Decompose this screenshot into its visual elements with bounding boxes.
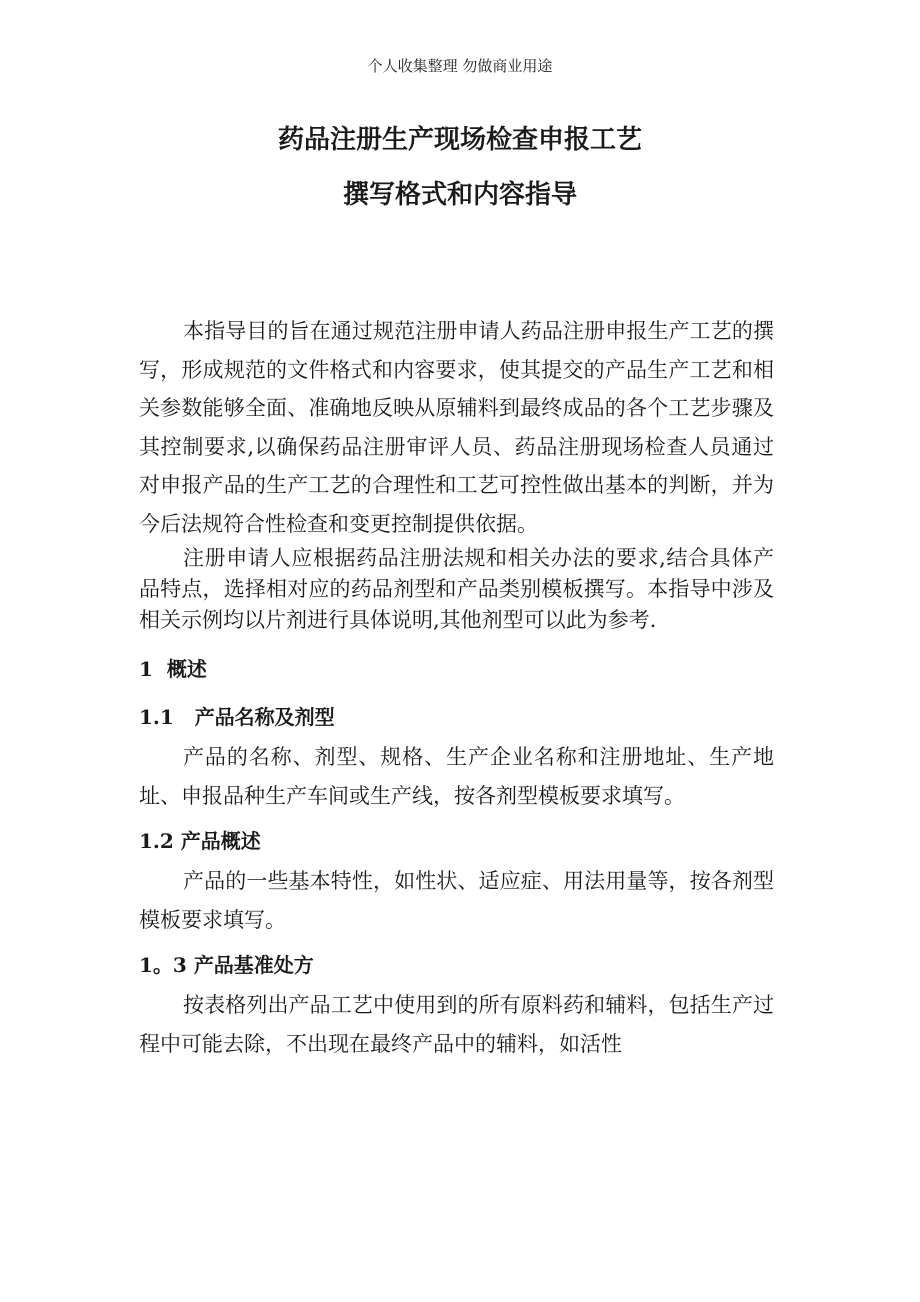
section-heading-1 [139, 654, 774, 684]
section-title: 产品名称及剂型 [194, 705, 335, 729]
section-number: 1。3 [139, 953, 187, 977]
document-title-line-1: 药品注册生产现场检查申报工艺 [277, 125, 642, 155]
intro-paragraph-requirements: 注册申请人应根据药品注册法规和相关办法的要求,结合具体产品特点，选择相对应的药品剂型和产品类别模板撰写。本指导中涉及相关示例均以片剂进行具体说明,其他剂型可以此为参考. [139, 546, 774, 632]
section-number: 1 [139, 657, 153, 681]
section-1-1-body: 产品的名称、剂型、规格、生产企业名称和注册地址、生产地址、申报品种生产车间或生产线，按各剂型模板要求填写。 [139, 745, 774, 808]
section-title: 产品概述 [180, 829, 261, 853]
page-header: 个人收集整理 勿做商业用途 [367, 57, 553, 75]
section-heading-1-1 [139, 702, 774, 732]
section-heading-1-2 [139, 826, 774, 856]
document-body [139, 312, 774, 1063]
section-number: 1.2 [139, 829, 174, 853]
section-title: 产品基准处方 [193, 953, 314, 977]
section-1-3-body: 按表格列出产品工艺中使用到的所有原料药和辅料，包括生产过程中可能去除，不出现在最终产品中的辅料，如活性 [139, 993, 774, 1056]
section-number: 1.1 [139, 705, 174, 729]
section-title: 概述 [166, 657, 207, 681]
section-heading-1-3 [139, 950, 774, 980]
intro-paragraph-purpose: 本指导目的旨在通过规范注册申请人药品注册申报生产工艺的撰写，形成规范的文件格式和内容要求，使其提交的产品生产工艺和相关参数能够全面、准确地反映从原辅料到最终成品的各个工艺步骤及其控制要求,以确保药品注册审评人员、药品注册现场检查人员通过对申报产品的生产工艺的合理性和工艺可控性做出基本的判断，并为今后法规符合性检查和变更控制提供依据。 [139, 319, 774, 536]
section-1-2-body: 产品的一些基本特性，如性状、适应症、用法用量等，按各剂型模板要求填写。 [139, 869, 774, 932]
document-title-line-2: 撰写格式和内容指导 [342, 180, 577, 210]
